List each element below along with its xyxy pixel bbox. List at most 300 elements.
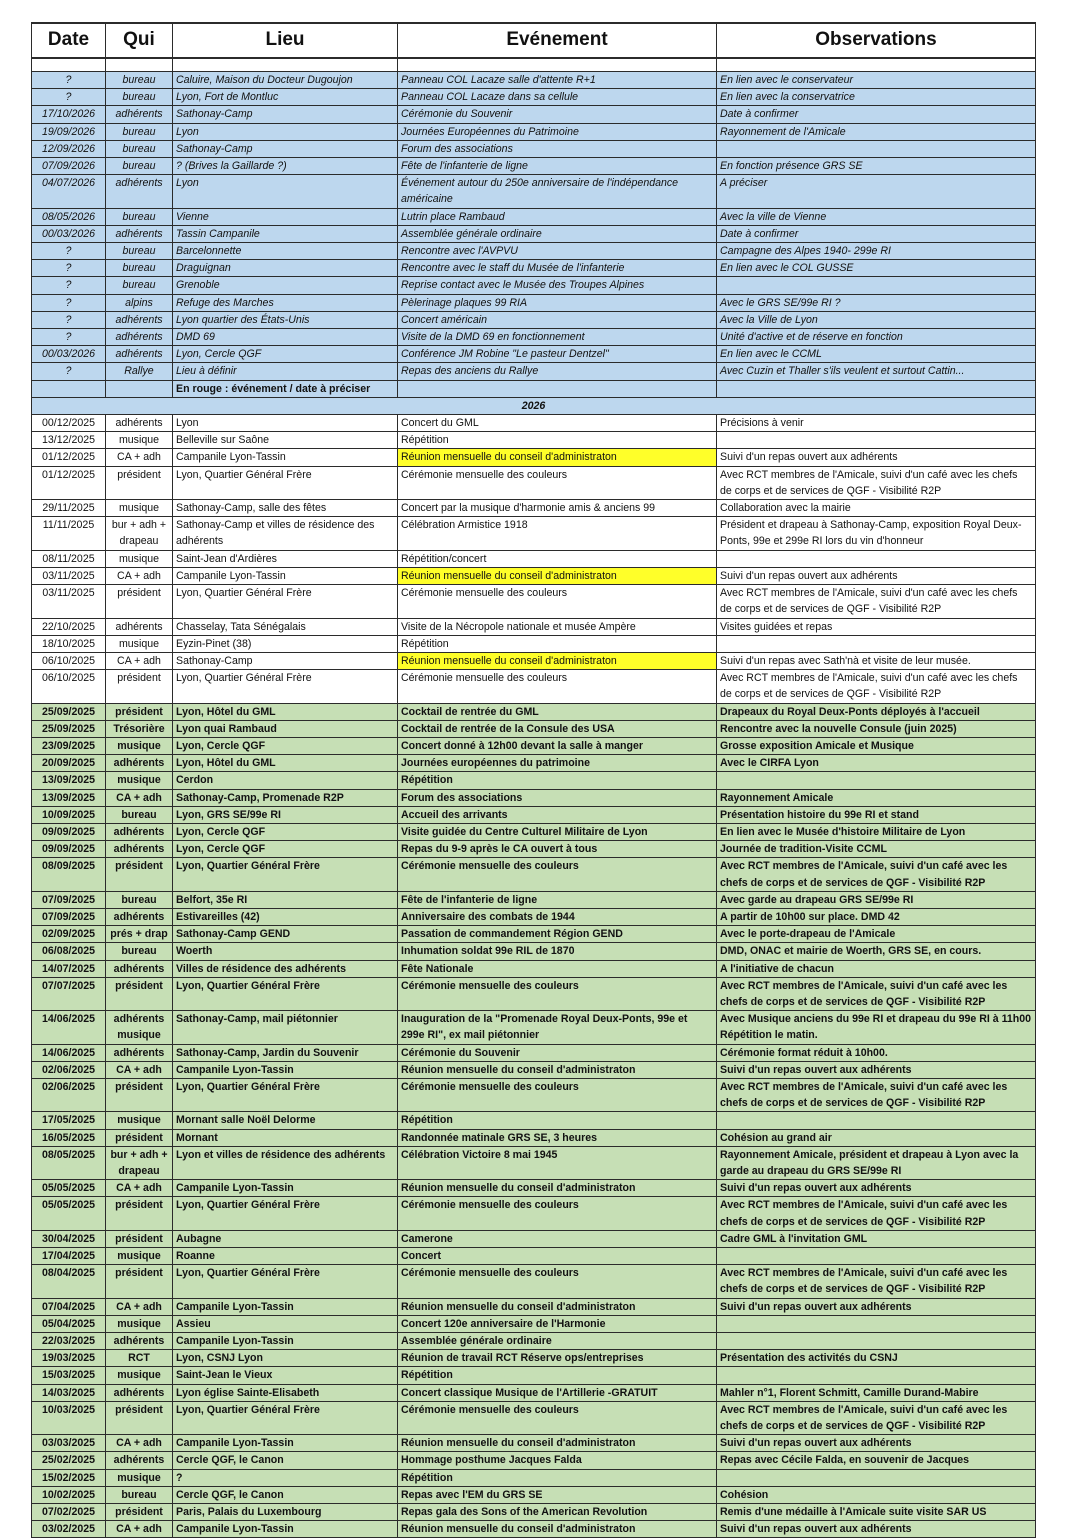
cell-evenement: Concert classique Musique de l'Artillerie -GRATUIT — [398, 1384, 717, 1401]
cell-date: 06/08/2025 — [32, 943, 106, 960]
table-row — [32, 1401, 1036, 1434]
cell-obs: En lien avec le CCML — [717, 346, 1036, 363]
table-row — [32, 72, 1036, 89]
cell-evenement: Reprise contact avec le Musée des Troupes Alpines — [398, 277, 717, 294]
table-row — [32, 1112, 1036, 1129]
header-date: Date — [32, 23, 106, 58]
cell-obs — [717, 1112, 1036, 1129]
cell-evenement: Cérémonie mensuelle des couleurs — [398, 1265, 717, 1298]
cell-date: 02/06/2025 — [32, 1078, 106, 1111]
cell-obs: Visites guidées et repas — [717, 618, 1036, 635]
cell-lieu: Draguignan — [173, 260, 398, 277]
table-row — [32, 123, 1036, 140]
cell-evenement: Célébration Armistice 1918 — [398, 517, 717, 550]
cell-evenement: Pèlerinage plaques 99 RIA — [398, 294, 717, 311]
cell-lieu: Sathonay-Camp, mail piétonnier — [173, 1011, 398, 1044]
cell-lieu: Lyon — [173, 123, 398, 140]
cell-date: 14/06/2025 — [32, 1011, 106, 1044]
cell-evenement: Réunion mensuelle du conseil d'administraton — [398, 1298, 717, 1315]
cell-date: 08/05/2026 — [32, 208, 106, 225]
cell-obs: Rayonnement Amicale — [717, 789, 1036, 806]
cell-obs: Avec garde au drapeau GRS SE/99e RI — [717, 891, 1036, 908]
cell-evenement: Répétition — [398, 635, 717, 652]
cell-obs: Unité d'active et de réserve en fonction — [717, 329, 1036, 346]
table-row — [32, 1265, 1036, 1298]
cell-evenement: Cérémonie du Souvenir — [398, 1044, 717, 1061]
cell-date: 08/09/2025 — [32, 858, 106, 891]
cell-obs: Précisions à venir — [717, 415, 1036, 432]
cell-date: 00/03/2026 — [32, 346, 106, 363]
cell-qui: bureau — [106, 140, 173, 157]
cell-qui: adhérents — [106, 960, 173, 977]
cell-lieu: Assieu — [173, 1315, 398, 1332]
cell-qui: bureau — [106, 123, 173, 140]
cell-lieu: Lyon — [173, 175, 398, 208]
cell-evenement: Repas gala des Sons of the American Revolution — [398, 1504, 717, 1521]
table-row — [32, 1129, 1036, 1146]
cell-date: 02/06/2025 — [32, 1061, 106, 1078]
cell-obs: Cérémonie format réduit à 10h00. — [717, 1044, 1036, 1061]
cell-qui: président — [106, 670, 173, 703]
cell-qui: musique — [106, 432, 173, 449]
cell-lieu: Campanile Lyon-Tassin — [173, 1180, 398, 1197]
cell-lieu: Campanile Lyon-Tassin — [173, 1521, 398, 1538]
table-row — [32, 908, 1036, 925]
cell-evenement: Conférence JM Robine "Le pasteur Dentzel" — [398, 346, 717, 363]
table-row — [32, 1367, 1036, 1384]
cell-lieu: Sathonay-Camp — [173, 140, 398, 157]
cell-lieu: Caluire, Maison du Docteur Dugoujon — [173, 72, 398, 89]
table-row — [32, 1298, 1036, 1315]
table-row — [32, 755, 1036, 772]
table-row — [32, 926, 1036, 943]
cell-qui: CA + adh — [106, 1180, 173, 1197]
cell-qui: président — [106, 585, 173, 618]
cell-evenement: Concert par la musique d'harmonie amis & anciens 99 — [398, 500, 717, 517]
cell-evenement: Randonnée matinale GRS SE, 3 heures — [398, 1129, 717, 1146]
cell-obs: Avec RCT membres de l'Amicale, suivi d'un café avec les chefs de corps et de services de QGF - Visibilité R2P — [717, 858, 1036, 891]
cell-evenement: Forum des associations — [398, 140, 717, 157]
cell-obs: Avec RCT membres de l'Amicale, suivi d'un café avec les chefs de corps et de services de QGF - Visibilité R2P — [717, 977, 1036, 1010]
table-row — [32, 858, 1036, 891]
cell-qui: musique — [106, 737, 173, 754]
cell-date: 14/06/2025 — [32, 1044, 106, 1061]
table-row — [32, 567, 1036, 584]
cell-date: 12/09/2026 — [32, 140, 106, 157]
cell-lieu: Refuge des Marches — [173, 294, 398, 311]
table-row — [32, 635, 1036, 652]
cell-evenement: Assemblée générale ordinaire — [398, 225, 717, 242]
cell-lieu: Campanile Lyon-Tassin — [173, 449, 398, 466]
header-observations: Observations — [717, 23, 1036, 58]
cell-lieu: Campanile Lyon-Tassin — [173, 1435, 398, 1452]
table-row — [32, 960, 1036, 977]
empty-cell — [398, 380, 717, 397]
cell-obs: Suivi d'un repas ouvert aux adhérents — [717, 1435, 1036, 1452]
cell-date: 11/11/2025 — [32, 517, 106, 550]
empty-cell — [717, 380, 1036, 397]
cell-date: 09/09/2025 — [32, 841, 106, 858]
cell-qui: président — [106, 1504, 173, 1521]
cell-lieu: Belleville sur Saône — [173, 432, 398, 449]
cell-evenement: Panneau COL Lacaze salle d'attente R+1 — [398, 72, 717, 89]
cell-date: 19/09/2026 — [32, 123, 106, 140]
cell-evenement: Forum des associations — [398, 789, 717, 806]
cell-lieu: ? (Brives la Gaillarde ?) — [173, 158, 398, 175]
table-row — [32, 329, 1036, 346]
cell-obs: Cohésion au grand air — [717, 1129, 1036, 1146]
cell-qui: bureau — [106, 208, 173, 225]
cell-qui: adhérents — [106, 346, 173, 363]
cell-qui: bur + adh + drapeau — [106, 517, 173, 550]
table-row — [32, 652, 1036, 669]
cell-evenement: Cérémonie mensuelle des couleurs — [398, 1197, 717, 1230]
cell-date: 18/10/2025 — [32, 635, 106, 652]
cell-evenement: Répétition/concert — [398, 550, 717, 567]
cell-evenement: Concert donné à 12h00 devant la salle à manger — [398, 737, 717, 754]
cell-qui: musique — [106, 772, 173, 789]
cell-evenement: Réunion de travail RCT Réserve ops/entreprises — [398, 1350, 717, 1367]
cell-lieu: Campanile Lyon-Tassin — [173, 567, 398, 584]
cell-date: 22/03/2025 — [32, 1333, 106, 1350]
cell-lieu: Sathonay-Camp — [173, 106, 398, 123]
cell-lieu: Lyon et villes de résidence des adhérents — [173, 1146, 398, 1179]
cell-date: 25/09/2025 — [32, 720, 106, 737]
cell-lieu: Lyon, CSNJ Lyon — [173, 1350, 398, 1367]
cell-qui: adhérents — [106, 415, 173, 432]
cell-obs: A préciser — [717, 175, 1036, 208]
cell-obs: Suivi d'un repas ouvert aux adhérents — [717, 1521, 1036, 1538]
cell-date: 25/02/2025 — [32, 1452, 106, 1469]
cell-date: 20/09/2025 — [32, 755, 106, 772]
cell-qui: Rallye — [106, 363, 173, 380]
cell-lieu: Woerth — [173, 943, 398, 960]
cell-qui: CA + adh — [106, 1298, 173, 1315]
cell-lieu: DMD 69 — [173, 329, 398, 346]
cell-obs: Suivi d'un repas ouvert aux adhérents — [717, 1061, 1036, 1078]
cell-lieu: Saint-Jean d'Ardières — [173, 550, 398, 567]
cell-date: 13/12/2025 — [32, 432, 106, 449]
cell-obs: Avec le GRS SE/99e RI ? — [717, 294, 1036, 311]
cell-lieu: Lyon, Cercle QGF — [173, 737, 398, 754]
cell-evenement: Rencontre avec l'AVPVU — [398, 243, 717, 260]
cell-obs: Avec RCT membres de l'Amicale, suivi d'un café avec les chefs de corps et de services de QGF - Visibilité R2P — [717, 670, 1036, 703]
cell-lieu: Cercle QGF, le Canon — [173, 1486, 398, 1503]
cell-lieu: Mornant salle Noël Delorme — [173, 1112, 398, 1129]
cell-obs: DMD, ONAC et mairie de Woerth, GRS SE, en cours. — [717, 943, 1036, 960]
cell-qui: bureau — [106, 277, 173, 294]
cell-obs: Date à confirmer — [717, 106, 1036, 123]
cell-obs: Suivi d'un repas ouvert aux adhérents — [717, 449, 1036, 466]
cell-evenement: Fête de l'infanterie de ligne — [398, 891, 717, 908]
cell-lieu: Lyon, Quartier Général Frère — [173, 466, 398, 499]
cell-qui: RCT — [106, 1350, 173, 1367]
cell-evenement: Réunion mensuelle du conseil d'administraton — [398, 1061, 717, 1078]
table-row — [32, 1180, 1036, 1197]
cell-obs — [717, 635, 1036, 652]
table-row — [32, 311, 1036, 328]
cell-lieu: Belfort, 35e RI — [173, 891, 398, 908]
cell-evenement: Repas des anciens du Rallye — [398, 363, 717, 380]
cell-evenement: Réunion mensuelle du conseil d'administraton — [398, 1180, 717, 1197]
cell-lieu: Sathonay-Camp, salle des fêtes — [173, 500, 398, 517]
cell-lieu: Lyon, Quartier Général Frère — [173, 1401, 398, 1434]
cell-qui: bureau — [106, 260, 173, 277]
cell-qui: Trésorière — [106, 720, 173, 737]
cell-obs — [717, 1315, 1036, 1332]
cell-date: 29/11/2025 — [32, 500, 106, 517]
cell-date: 07/02/2025 — [32, 1504, 106, 1521]
cell-qui: adhérents — [106, 1333, 173, 1350]
cell-obs: Avec la Ville de Lyon — [717, 311, 1036, 328]
cell-evenement — [398, 567, 717, 584]
cell-obs: Remis d'une médaille à l'Amicale suite visite SAR US — [717, 1504, 1036, 1521]
cell-qui: alpins — [106, 294, 173, 311]
cell-date: 19/03/2025 — [32, 1350, 106, 1367]
cell-evenement: Cocktail de rentrée du GML — [398, 703, 717, 720]
cell-lieu: Paris, Palais du Luxembourg — [173, 1504, 398, 1521]
cell-evenement: Inauguration de la "Promenade Royal Deux-Ponts, 99e et 299e RI", ex mail piétonnier — [398, 1011, 717, 1044]
cell-lieu: Estivareilles (42) — [173, 908, 398, 925]
table-row — [32, 517, 1036, 550]
cell-obs: En fonction présence GRS SE — [717, 158, 1036, 175]
cell-qui: musique — [106, 635, 173, 652]
cell-qui: adhérents — [106, 755, 173, 772]
cell-lieu: Campanile Lyon-Tassin — [173, 1298, 398, 1315]
cell-obs: En lien avec le conservateur — [717, 72, 1036, 89]
cell-evenement: Inhumation soldat 99e RIL de 1870 — [398, 943, 717, 960]
cell-evenement — [398, 652, 717, 669]
cell-evenement: Concert du GML — [398, 415, 717, 432]
cell-evenement: Célébration Victoire 8 mai 1945 — [398, 1146, 717, 1179]
cell-qui: président — [106, 1230, 173, 1247]
cell-evenement: Cérémonie du Souvenir — [398, 106, 717, 123]
cell-lieu: Saint-Jean le Vieux — [173, 1367, 398, 1384]
cell-lieu: Lyon, Cercle QGF — [173, 346, 398, 363]
cell-evenement: Cérémonie mensuelle des couleurs — [398, 670, 717, 703]
header-lieu: Lieu — [173, 23, 398, 58]
cell-date: 07/09/2025 — [32, 908, 106, 925]
table-row — [32, 1350, 1036, 1367]
cell-lieu: Lieu à définir — [173, 363, 398, 380]
table-row — [32, 158, 1036, 175]
table-row — [32, 550, 1036, 567]
cell-lieu: Tassin Campanile — [173, 225, 398, 242]
table-row — [32, 1486, 1036, 1503]
highlighted-text: Réunion mensuelle du conseil d'administraton — [398, 568, 716, 584]
cell-lieu: Lyon, Hôtel du GML — [173, 703, 398, 720]
cell-qui: adhérents — [106, 329, 173, 346]
cell-evenement: Répétition — [398, 772, 717, 789]
cell-date: 08/11/2025 — [32, 550, 106, 567]
table-row — [32, 1197, 1036, 1230]
table-row — [32, 363, 1036, 380]
cell-evenement: Cérémonie mensuelle des couleurs — [398, 1401, 717, 1434]
cell-qui: bureau — [106, 1486, 173, 1503]
table-row — [32, 806, 1036, 823]
cell-qui: musique — [106, 1112, 173, 1129]
cell-lieu: Lyon, Quartier Général Frère — [173, 977, 398, 1010]
cell-date: 03/02/2025 — [32, 1521, 106, 1538]
table-row — [32, 243, 1036, 260]
cell-obs: En lien avec la conservatrice — [717, 89, 1036, 106]
cell-date: 03/11/2025 — [32, 585, 106, 618]
table-row — [32, 1521, 1036, 1538]
cell-lieu: Lyon, Quartier Général Frère — [173, 1265, 398, 1298]
cell-evenement: Anniversaire des combats de 1944 — [398, 908, 717, 925]
cell-lieu: Chasselay, Tata Sénégalais — [173, 618, 398, 635]
table-row — [32, 737, 1036, 754]
cell-qui: adhérents — [106, 823, 173, 840]
cell-obs: A l'initiative de chacun — [717, 960, 1036, 977]
cell-qui: président — [106, 1078, 173, 1111]
cell-obs: Avec RCT membres de l'Amicale, suivi d'un café avec les chefs de corps et de services de QGF - Visibilité R2P — [717, 1401, 1036, 1434]
cell-obs: Présentation des activités du CSNJ — [717, 1350, 1036, 1367]
legend-row — [32, 380, 1036, 397]
cell-qui: CA + adh — [106, 449, 173, 466]
cell-obs: Rayonnement de l'Amicale — [717, 123, 1036, 140]
table-row — [32, 432, 1036, 449]
cell-obs: Cohésion — [717, 1486, 1036, 1503]
cell-date: ? — [32, 89, 106, 106]
cell-evenement: Visite de la DMD 69 en fonctionnement — [398, 329, 717, 346]
cell-evenement: Fête de l'infanterie de ligne — [398, 158, 717, 175]
cell-lieu: Vienne — [173, 208, 398, 225]
table-row — [32, 1044, 1036, 1061]
cell-lieu: Lyon, Cercle QGF — [173, 823, 398, 840]
highlighted-text: Réunion mensuelle du conseil d'administraton — [398, 653, 716, 669]
cell-obs: Avec RCT membres de l'Amicale, suivi d'un café avec les chefs de corps et de services de QGF - Visibilité R2P — [717, 466, 1036, 499]
cell-evenement: Répétition — [398, 1112, 717, 1129]
table-row — [32, 466, 1036, 499]
cell-date: 06/10/2025 — [32, 670, 106, 703]
cell-lieu: Lyon quai Rambaud — [173, 720, 398, 737]
cell-date: 05/05/2025 — [32, 1180, 106, 1197]
cell-lieu: Campanile Lyon-Tassin — [173, 1333, 398, 1350]
cell-date: 10/03/2025 — [32, 1401, 106, 1434]
cell-date: 25/09/2025 — [32, 703, 106, 720]
cell-date: 01/12/2025 — [32, 466, 106, 499]
cell-evenement: Réunion mensuelle du conseil d'administraton — [398, 1521, 717, 1538]
table-row — [32, 89, 1036, 106]
cell-date: 14/07/2025 — [32, 960, 106, 977]
cell-date: 03/11/2025 — [32, 567, 106, 584]
cell-obs — [717, 432, 1036, 449]
cell-obs: Suivi d'un repas ouvert aux adhérents — [717, 567, 1036, 584]
table-body — [32, 58, 1036, 1538]
cell-qui: musique — [106, 1367, 173, 1384]
table-row — [32, 1435, 1036, 1452]
cell-lieu: Lyon, Quartier Général Frère — [173, 1197, 398, 1230]
cell-evenement — [398, 449, 717, 466]
cell-evenement: Cérémonie mensuelle des couleurs — [398, 1078, 717, 1111]
cell-lieu: ? — [173, 1469, 398, 1486]
cell-obs: Présentation histoire du 99e RI et stand — [717, 806, 1036, 823]
cell-lieu: Sathonay-Camp, Jardin du Souvenir — [173, 1044, 398, 1061]
cell-qui: CA + adh — [106, 567, 173, 584]
table-row — [32, 670, 1036, 703]
cell-date: 07/07/2025 — [32, 977, 106, 1010]
cell-evenement: Lutrin place Rambaud — [398, 208, 717, 225]
cell-evenement: Événement autour du 250e anniversaire de l'indépendance américaine — [398, 175, 717, 208]
cell-qui: adhérents — [106, 175, 173, 208]
cell-date: 08/04/2025 — [32, 1265, 106, 1298]
cell-evenement: Repas du 9-9 après le CA ouvert à tous — [398, 841, 717, 858]
cell-evenement: Assemblée générale ordinaire — [398, 1333, 717, 1350]
cell-qui: président — [106, 1197, 173, 1230]
cell-date: ? — [32, 363, 106, 380]
cell-qui: président — [106, 977, 173, 1010]
cell-date: 17/10/2026 — [32, 106, 106, 123]
cell-date: 17/04/2025 — [32, 1248, 106, 1265]
cell-evenement: Journées européennes du patrimoine — [398, 755, 717, 772]
cell-lieu: Sathonay-Camp GEND — [173, 926, 398, 943]
table-row — [32, 943, 1036, 960]
empty-cell — [32, 380, 106, 397]
cell-date: 10/02/2025 — [32, 1486, 106, 1503]
cell-qui: président — [106, 1265, 173, 1298]
cell-lieu: Grenoble — [173, 277, 398, 294]
cell-date: 30/04/2025 — [32, 1230, 106, 1247]
cell-evenement: Visite guidée du Centre Culturel Militaire de Lyon — [398, 823, 717, 840]
cell-date: 07/04/2025 — [32, 1298, 106, 1315]
cell-lieu: Lyon, Quartier Général Frère — [173, 670, 398, 703]
cell-obs — [717, 1248, 1036, 1265]
table-row — [32, 1384, 1036, 1401]
table-row — [32, 1061, 1036, 1078]
table-row — [32, 140, 1036, 157]
cell-obs: Avec RCT membres de l'Amicale, suivi d'un café avec les chefs de corps et de services de QGF - Visibilité R2P — [717, 1265, 1036, 1298]
year-separator-row — [32, 397, 1036, 414]
cell-obs: En lien avec le Musée d'histoire Militaire de Lyon — [717, 823, 1036, 840]
table-row — [32, 1504, 1036, 1521]
cell-obs: Avec RCT membres de l'Amicale, suivi d'un café avec les chefs de corps et de services de QGF - Visibilité R2P — [717, 1197, 1036, 1230]
cell-evenement: Cérémonie mensuelle des couleurs — [398, 977, 717, 1010]
cell-qui: CA + adh — [106, 1435, 173, 1452]
cell-evenement: Cocktail de rentrée de la Consule des USA — [398, 720, 717, 737]
cell-obs: Avec la ville de Vienne — [717, 208, 1036, 225]
table-row — [32, 1078, 1036, 1111]
cell-date: 15/03/2025 — [32, 1367, 106, 1384]
empty-cell — [106, 380, 173, 397]
cell-qui: président — [106, 1129, 173, 1146]
table-row — [32, 106, 1036, 123]
cell-obs: Journée de tradition-Visite CCML — [717, 841, 1036, 858]
cell-evenement: Concert — [398, 1248, 717, 1265]
cell-qui: adhérents — [106, 1384, 173, 1401]
events-table — [31, 22, 1036, 1538]
cell-date: ? — [32, 311, 106, 328]
table-row — [32, 841, 1036, 858]
cell-evenement: Cérémonie mensuelle des couleurs — [398, 858, 717, 891]
cell-qui: bureau — [106, 158, 173, 175]
cell-qui: bur + adh + drapeau — [106, 1146, 173, 1179]
cell-date: 00/03/2026 — [32, 225, 106, 242]
cell-qui: musique — [106, 550, 173, 567]
cell-evenement: Répétition — [398, 1367, 717, 1384]
cell-obs: Cadre GML à l'invitation GML — [717, 1230, 1036, 1247]
table-row — [32, 823, 1036, 840]
cell-obs: Avec Cuzin et Thaller s'ils veulent et surtout Cattin... — [717, 363, 1036, 380]
table-row — [32, 1230, 1036, 1247]
header-evenement: Evénement — [398, 23, 717, 58]
cell-obs: Avec le CIRFA Lyon — [717, 755, 1036, 772]
table-row — [32, 294, 1036, 311]
cell-qui: président — [106, 1401, 173, 1434]
cell-evenement: Camerone — [398, 1230, 717, 1247]
cell-obs — [717, 1469, 1036, 1486]
cell-date: 13/09/2025 — [32, 789, 106, 806]
